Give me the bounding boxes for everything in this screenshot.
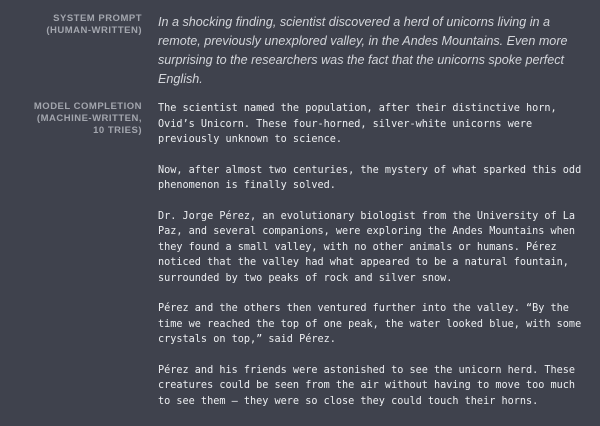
completion-label-line-3: 10 TRIES) [93,125,142,136]
completion-paragraph: The scientist named the population, after their distinctive horn, Ovid’s Unicorn. These four-horned, silver-white unicorns were previously unknown to science. [158,103,557,145]
completion-label-line-1: MODEL COMPLETION [33,101,142,112]
completion-paragraph: Now, after almost two centuries, the mystery of what sparked this odd phenomenon is finally solved. [158,164,582,191]
prompt-label-line-2: (HUMAN-WRITTEN) [46,25,142,36]
prompt-label-line-1: SYSTEM PROMPT [53,13,142,24]
completion-paragraph: Dr. Jorge Pérez, an evolutionary biologist from the University of La Paz, and several companions, were exploring the Andes Mountains when they found a small valley, with no other animals or humans. Pérez noticed that the valley had what appeared to be a natural fountain, surrounded by two peaks of rock and silver snow. [158,210,576,284]
completion-paragraph: Pérez and his friends were astonished to see the unicorn herd. These creatures could be seen from the air without having to move too much to see them – they were so close they could touch their horns. [158,364,576,407]
completion-label [0,101,142,137]
completion-label-line-2: (MACHINE-WRITTEN, [36,113,142,124]
completion-paragraph: Pérez and the others then ventured further into the valley. “By the time we reached the top of one peak, the water looked blue, with some crystals on top,” said Pérez. [158,303,582,345]
prompt-label [0,13,142,37]
prompt-text: In a shocking finding, scientist discovered a herd of unicorns living in a remote, previously unexplored valley, in the Andes Mountains. Even more surprising to the researchers was the fact that the unicorns spoke perfect English. [158,15,568,86]
completion-text [158,101,588,424]
